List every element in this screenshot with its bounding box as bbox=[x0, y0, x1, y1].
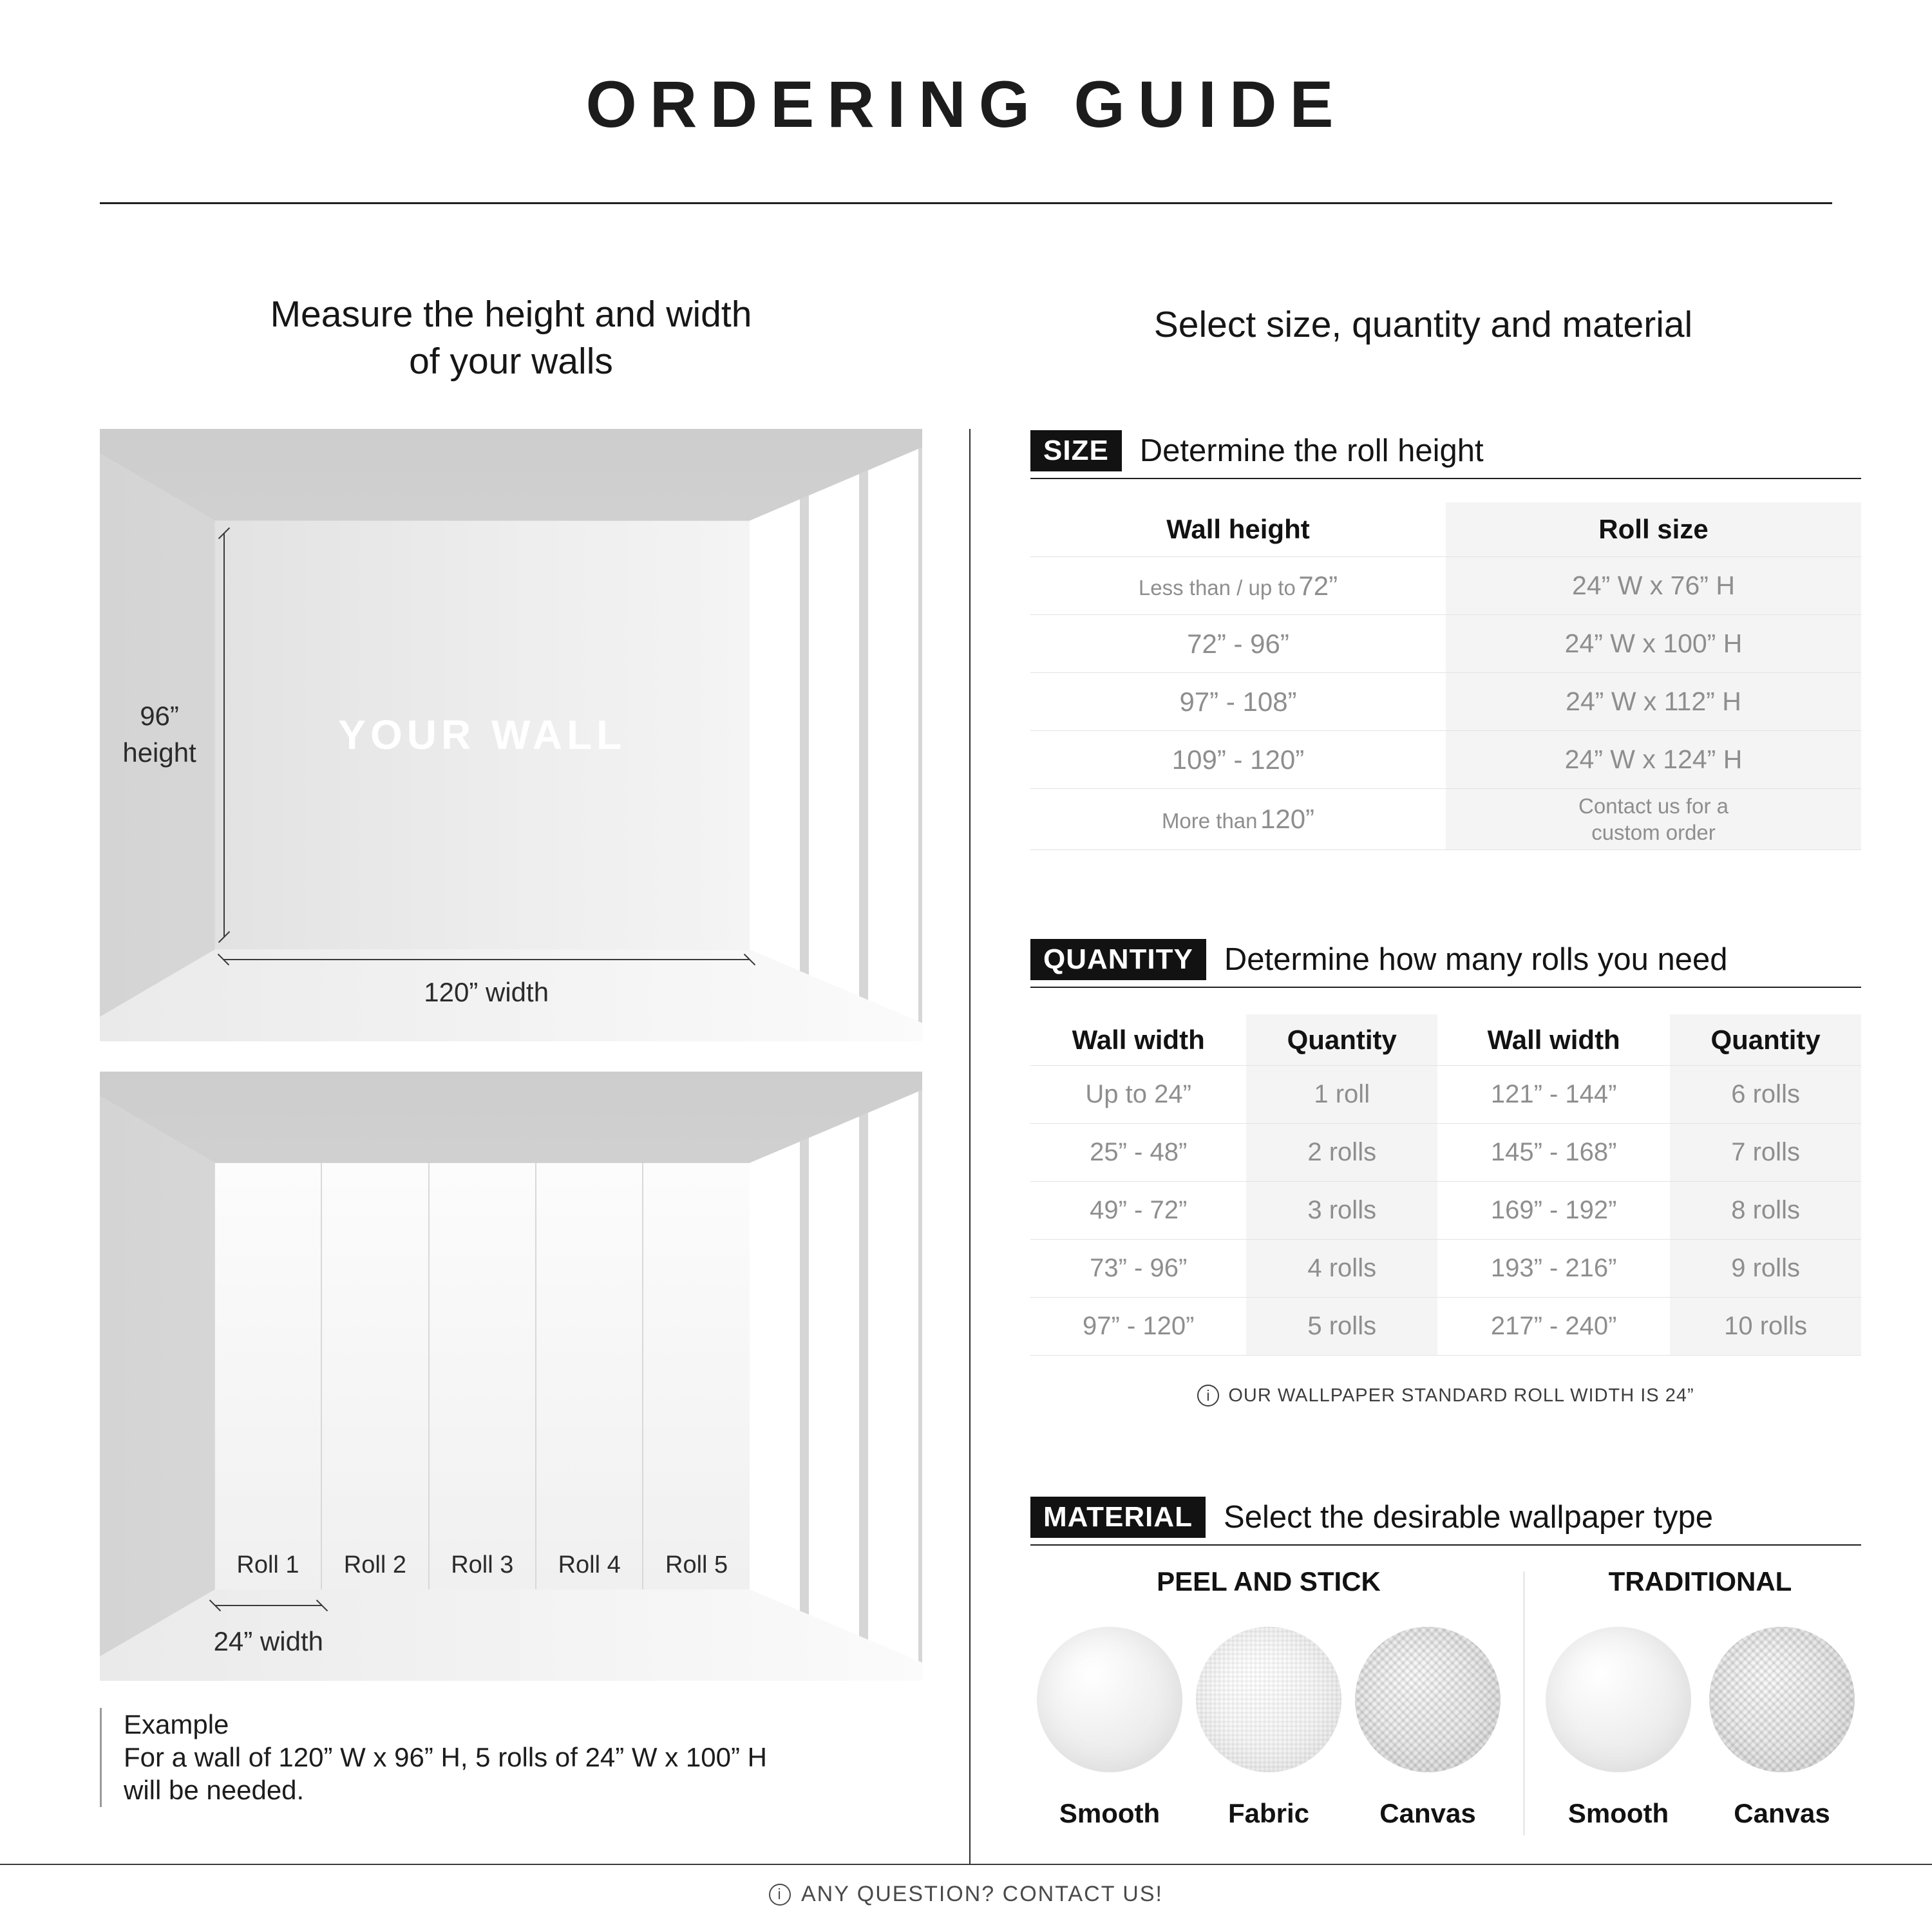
wall-height-header: Wall height bbox=[1166, 514, 1310, 544]
quantity-table-row bbox=[1030, 1182, 1861, 1240]
width-label: 120” width bbox=[424, 977, 549, 1008]
roll-panel bbox=[215, 1163, 322, 1589]
roll-panel bbox=[430, 1163, 536, 1589]
custom-order-line1: Contact us for a bbox=[1578, 793, 1728, 818]
wall-height-cell bbox=[1030, 744, 1446, 775]
roll-size-header: Roll size bbox=[1598, 514, 1709, 544]
wall-width-cell: 97” - 120” bbox=[1082, 1312, 1195, 1340]
footer-note bbox=[0, 1882, 1932, 1907]
quantity-table bbox=[1030, 1014, 1861, 1356]
roll-size-cell: 24” W x 124” H bbox=[1564, 744, 1743, 774]
quantity-cell: 6 rolls bbox=[1731, 1080, 1800, 1108]
size-table-row bbox=[1030, 789, 1861, 850]
roll-panels bbox=[215, 1163, 750, 1589]
smooth-texture-swatch bbox=[1037, 1627, 1182, 1772]
wall-width-header: Wall width bbox=[1487, 1024, 1620, 1055]
wall-width-cell: 217” - 240” bbox=[1490, 1312, 1617, 1340]
group-name: PEEL AND STICK bbox=[1157, 1566, 1381, 1596]
canvas-texture-swatch bbox=[1355, 1627, 1501, 1772]
wall-height-value: 72” - 96” bbox=[1187, 628, 1289, 659]
quantity-subtitle: Determine how many rolls you need bbox=[1224, 942, 1728, 978]
size-badge: SIZE bbox=[1030, 430, 1122, 471]
wall-height-value: 97” - 108” bbox=[1179, 686, 1297, 717]
roll-size-cell: 24” W x 76” H bbox=[1572, 571, 1735, 600]
roll-width-note bbox=[1030, 1385, 1861, 1406]
wall-width-cell: 49” - 72” bbox=[1090, 1196, 1188, 1224]
option-label: Canvas bbox=[1734, 1798, 1830, 1828]
roll-width-note-text: OUR WALLPAPER STANDARD ROLL WIDTH IS 24” bbox=[1228, 1385, 1694, 1406]
quantity-cell: 5 rolls bbox=[1307, 1312, 1377, 1340]
wall-height-prefix: More than bbox=[1161, 809, 1258, 833]
material-options bbox=[1030, 1627, 1507, 1829]
quantity-section-rule bbox=[1030, 987, 1861, 988]
size-section-rule bbox=[1030, 478, 1861, 479]
quantity-cell: 8 rolls bbox=[1731, 1196, 1800, 1224]
roll-size-cell: 24” W x 112” H bbox=[1566, 687, 1741, 716]
column-divider bbox=[969, 429, 971, 1864]
material-option bbox=[1189, 1627, 1348, 1829]
wall-height-value: 109” - 120” bbox=[1171, 744, 1305, 775]
roll-panel bbox=[536, 1163, 643, 1589]
wall-width-cell: 121” - 144” bbox=[1490, 1080, 1617, 1108]
size-section-header bbox=[1030, 430, 1484, 471]
custom-order-note bbox=[1446, 793, 1861, 846]
height-value: 96” bbox=[140, 701, 179, 732]
window bbox=[750, 429, 922, 1041]
custom-order-line2: custom order bbox=[1591, 820, 1716, 844]
material-options bbox=[1539, 1627, 1861, 1829]
fabric-texture-swatch bbox=[1196, 1627, 1341, 1772]
quantity-table-row bbox=[1030, 1066, 1861, 1124]
roll-label: Roll 3 bbox=[451, 1551, 514, 1578]
height-word: height bbox=[122, 737, 196, 768]
room-illustration-your-wall bbox=[100, 429, 922, 1041]
material-option bbox=[1539, 1627, 1698, 1829]
wall-width-cell: 169” - 192” bbox=[1490, 1196, 1617, 1224]
wall-width-cell: 145” - 168” bbox=[1490, 1138, 1617, 1166]
wall-width-cell: 73” - 96” bbox=[1090, 1254, 1188, 1282]
room-back-wall bbox=[215, 521, 750, 950]
roll-width-label: 24” width bbox=[213, 1625, 323, 1656]
window bbox=[750, 1072, 922, 1681]
room-illustration-rolls bbox=[100, 1072, 922, 1681]
smooth-texture-swatch bbox=[1546, 1627, 1691, 1772]
roll-label: Roll 1 bbox=[236, 1551, 299, 1578]
material-subtitle: Select the desirable wallpaper type bbox=[1224, 1500, 1714, 1535]
wall-height-value: 72” bbox=[1298, 570, 1338, 601]
quantity-cell: 3 rolls bbox=[1307, 1196, 1377, 1224]
quantity-cell: 1 roll bbox=[1314, 1080, 1370, 1108]
wall-width-cell: 25” - 48” bbox=[1090, 1138, 1188, 1166]
info-icon bbox=[1197, 1385, 1219, 1406]
example-line1: For a wall of 120” W x 96” H, 5 rolls of 24” W x 100” H bbox=[124, 1742, 767, 1773]
roll-label: Roll 2 bbox=[343, 1551, 406, 1578]
example-note bbox=[100, 1708, 767, 1807]
measure-heading-line1: Measure the height and width bbox=[270, 294, 752, 335]
select-heading: Select size, quantity and material bbox=[1153, 304, 1693, 345]
quantity-cell: 4 rolls bbox=[1307, 1254, 1377, 1282]
quantity-section-header bbox=[1030, 939, 1728, 980]
quantity-cell: 7 rolls bbox=[1731, 1138, 1800, 1166]
option-label: Smooth bbox=[1059, 1798, 1160, 1828]
example-line2: will be needed. bbox=[124, 1775, 305, 1806]
material-badge: MATERIAL bbox=[1030, 1497, 1206, 1538]
size-table-header-row bbox=[1030, 502, 1861, 557]
wall-height-prefix: Less than / up to bbox=[1138, 575, 1296, 600]
roll-label: Roll 4 bbox=[558, 1551, 621, 1578]
quantity-table-header-row bbox=[1030, 1014, 1861, 1066]
quantity-cell: 2 rolls bbox=[1307, 1138, 1377, 1166]
height-measure-line bbox=[223, 533, 225, 938]
quantity-cell: 9 rolls bbox=[1731, 1254, 1800, 1282]
size-table-row bbox=[1030, 615, 1861, 673]
footer-note-text: ANY QUESTION? CONTACT US! bbox=[801, 1882, 1163, 1906]
height-label bbox=[112, 698, 207, 771]
wall-height-cell bbox=[1030, 629, 1446, 659]
material-option bbox=[1703, 1627, 1861, 1829]
material-group-traditional bbox=[1539, 1566, 1861, 1829]
quantity-header: Quantity bbox=[1287, 1024, 1397, 1055]
material-group-peel-and-stick bbox=[1030, 1566, 1507, 1829]
wall-height-value: 120” bbox=[1260, 804, 1315, 834]
size-table bbox=[1030, 502, 1861, 850]
wall-height-cell bbox=[1030, 687, 1446, 717]
footer-divider bbox=[0, 1864, 1932, 1865]
canvas-texture-swatch bbox=[1709, 1627, 1855, 1772]
roll-size-cell: 24” W x 100” H bbox=[1564, 629, 1743, 658]
roll-size-cell bbox=[1446, 793, 1861, 846]
measure-heading-line2: of your walls bbox=[409, 340, 613, 382]
option-label: Fabric bbox=[1227, 1798, 1310, 1828]
measure-heading bbox=[100, 291, 922, 385]
quantity-cell: 10 rolls bbox=[1724, 1312, 1808, 1340]
quantity-table-row bbox=[1030, 1124, 1861, 1182]
material-section-rule bbox=[1030, 1544, 1861, 1546]
wall-height-cell bbox=[1030, 571, 1446, 601]
page-title: ORDERING GUIDE bbox=[585, 68, 1347, 141]
size-table-row bbox=[1030, 673, 1861, 731]
wall-height-cell bbox=[1030, 804, 1446, 835]
size-table-row bbox=[1030, 557, 1861, 615]
group-name: TRADITIONAL bbox=[1608, 1566, 1792, 1596]
quantity-table-row bbox=[1030, 1240, 1861, 1298]
roll-label: Roll 5 bbox=[665, 1551, 728, 1578]
option-label: Smooth bbox=[1567, 1798, 1669, 1828]
info-icon bbox=[769, 1884, 791, 1906]
material-option bbox=[1349, 1627, 1507, 1829]
roll-width-measure-line bbox=[215, 1605, 322, 1606]
quantity-badge: QUANTITY bbox=[1030, 939, 1206, 980]
size-table-row bbox=[1030, 731, 1861, 789]
material-section-header bbox=[1030, 1497, 1713, 1538]
material-option bbox=[1030, 1627, 1189, 1829]
quantity-header: Quantity bbox=[1710, 1024, 1821, 1055]
roll-panel bbox=[322, 1163, 429, 1589]
wall-width-cell: 193” - 216” bbox=[1490, 1254, 1617, 1282]
width-measure-line bbox=[223, 959, 750, 960]
wall-width-cell: Up to 24” bbox=[1085, 1080, 1191, 1108]
quantity-table-row bbox=[1030, 1298, 1861, 1356]
option-label: Canvas bbox=[1379, 1798, 1476, 1828]
title-divider bbox=[100, 202, 1832, 204]
size-subtitle: Determine the roll height bbox=[1139, 433, 1484, 469]
wall-width-header: Wall width bbox=[1072, 1024, 1205, 1055]
roll-panel bbox=[643, 1163, 749, 1589]
example-title: Example bbox=[124, 1709, 229, 1739]
your-wall-label: YOUR WALL bbox=[338, 712, 627, 759]
